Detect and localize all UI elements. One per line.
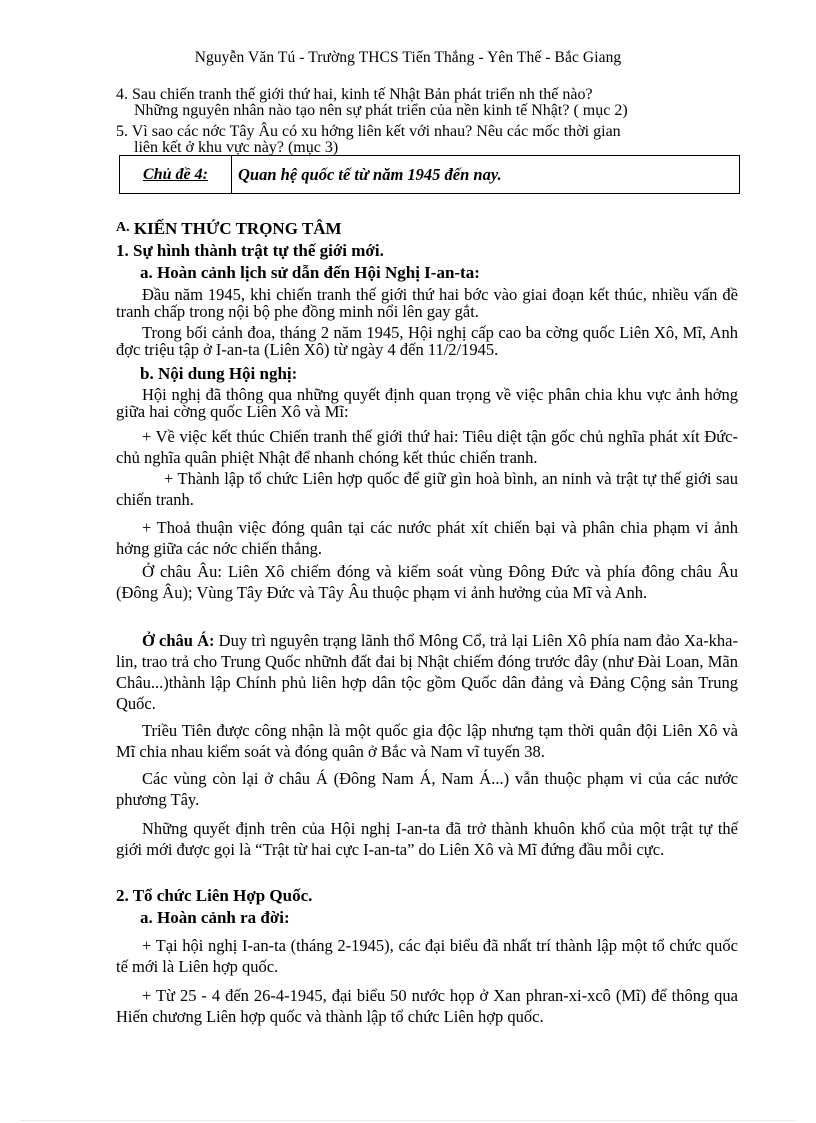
paragraph-1: Đầu năm 1945, khi chiến tranh thế giới thứ hai bớc vào giai đoạn kết thúc, nhiều vấn đề tranh chấp trong nội bộ phe đồng minh nổi lên gay gắt.: [116, 285, 738, 321]
heading-2a: a. Hoàn cảnh ra đời:: [140, 908, 290, 927]
paragraph-12: + Tại hội nghị I-an-ta (tháng 2-1945), các đại biểu đã nhất trí thành lập một tổ chức quốc tế mới là Liên hợp quốc.: [116, 936, 738, 976]
paragraph-2: Trong bối cảnh đoa, tháng 2 năm 1945, Hội nghị cấp cao ba cờng quốc Liên Xô, Mĩ, Anh đợc triệu tập ở I-an-ta (Liên Xô) từ ngày 4 đến 11/2/1945.: [116, 323, 738, 359]
paragraph-11: Những quyết định trên của Hội nghị I-an-ta đã trở thành khuôn khổ của một trật tự thế giới mới được gọi là “Trật từ hai cực I-an-ta” do Liên Xô và Mĩ đứng đầu mỗi cực.: [116, 819, 738, 859]
question-5-line-2: liên kết ở khu vực này? (mục 3): [134, 139, 339, 156]
topic-box: [119, 155, 740, 194]
paragraph-3: Hội nghị đã thông qua những quyết định quan trọng về việc phân chia khu vực ảnh hởng giữa hai cờng quốc Liên Xô và Mĩ:: [116, 385, 738, 421]
paragraph-9: Triều Tiên được công nhận là một quốc gia độc lập nhưng tạm thời quân đội Liên Xô và Mĩ chia nhau kiểm soát và đóng quân ở Bắc và Nam vĩ tuyến 38.: [116, 721, 738, 761]
heading-1: 1. Sự hình thành trật tự thế giới mới.: [116, 241, 384, 260]
heading-1a: a. Hoàn cảnh lịch sử dẫn đến Hội Nghị I-an-ta:: [140, 263, 480, 282]
heading-1b: b. Nội dung Hội nghị:: [140, 364, 298, 383]
topic-title: Quan hệ quốc tế từ năm 1945 đến nay.: [238, 164, 502, 184]
section-a-marker: A.: [116, 220, 130, 235]
section-a-heading: [116, 218, 738, 239]
question-5-line-1: 5. Vì sao các nớc Tây Âu có xu hớng liên kết với nhau? Nêu các mốc thời gian: [116, 123, 621, 140]
section-a-title: KIẾN THỨC TRỌNG TÂM: [133, 219, 342, 238]
question-4-line-2: Những nguyên nhân nào tạo nên sự phát triển của nền kinh tế Nhật? ( mục 2): [134, 102, 628, 119]
paragraph-8-text: Duy trì nguyên trạng lãnh thổ Mông Cổ, trả lại Liên Xô phía nam đảo Xa-kha-lin, trao trả cho Trung Quốc nhữnh đất đai bị Nhật chiếm đóng trước đây (như Đài Loan, Mãn Châu...)thành lập Chính phủ liên hợp dân tộc gồm Quốc dân đảng và Đảng Cộng sản Trung Quốc.: [116, 631, 739, 713]
page-bottom-divider: [20, 1120, 796, 1121]
paragraph-4: + Về việc kết thúc Chiến tranh thế giới thứ hai: Tiêu diệt tận gốc chủ nghĩa phát xít Đức- chủ nghĩa quân phiệt Nhật để nhanh chóng kết thúc chiến tranh.: [116, 427, 738, 467]
paragraph-8: [116, 630, 738, 714]
question-5: [116, 124, 738, 156]
paragraph-6: + Thoả thuận việc đóng quân tại các nước phát xít chiến bại và phân chia phạm vi ảnh hởng giữa các nớc chiến thắng.: [116, 518, 738, 558]
paragraph-5: + Thành lập tổ chức Liên hợp quốc để giữ gìn hoà bình, an ninh và trật tự thế giới sau chiến tranh.: [116, 469, 738, 509]
heading-2: 2. Tổ chức Liên Hợp Quốc.: [116, 886, 313, 905]
page-header: Nguyễn Văn Tú - Trường THCS Tiến Thắng - Yên Thế - Bắc Giang: [194, 49, 622, 66]
paragraph-7: Ở châu Âu: Liên Xô chiếm đóng và kiểm soát vùng Đông Đức và phía đông châu Âu (Đông Âu); Vùng Tây Đức và Tây Âu thuộc phạm vi ảnh hưởng của Mĩ và Anh.: [116, 562, 738, 602]
paragraph-8-lead: Ở châu Á:: [142, 631, 215, 650]
paragraph-13: + Từ 25 - 4 đến 26-4-1945, đại biểu 50 nước họp ở Xan phran-xi-xcô (Mĩ) để thông qua Hiến chương Liên hợp quốc và thành lập tổ chức Liên hợp quốc.: [116, 986, 738, 1026]
topic-label: Chủ đề 4:: [143, 165, 208, 183]
paragraph-10: Các vùng còn lại ở châu Á (Đông Nam Á, Nam Á...) vẫn thuộc phạm vi của các nước phương Tây.: [116, 769, 738, 809]
question-4-line-1: 4. Sau chiến tranh thế giới thứ hai, kinh tế Nhật Bản phát triển nh thế nào?: [116, 86, 593, 103]
topic-label-cell: [120, 156, 232, 193]
question-4: [116, 87, 738, 119]
